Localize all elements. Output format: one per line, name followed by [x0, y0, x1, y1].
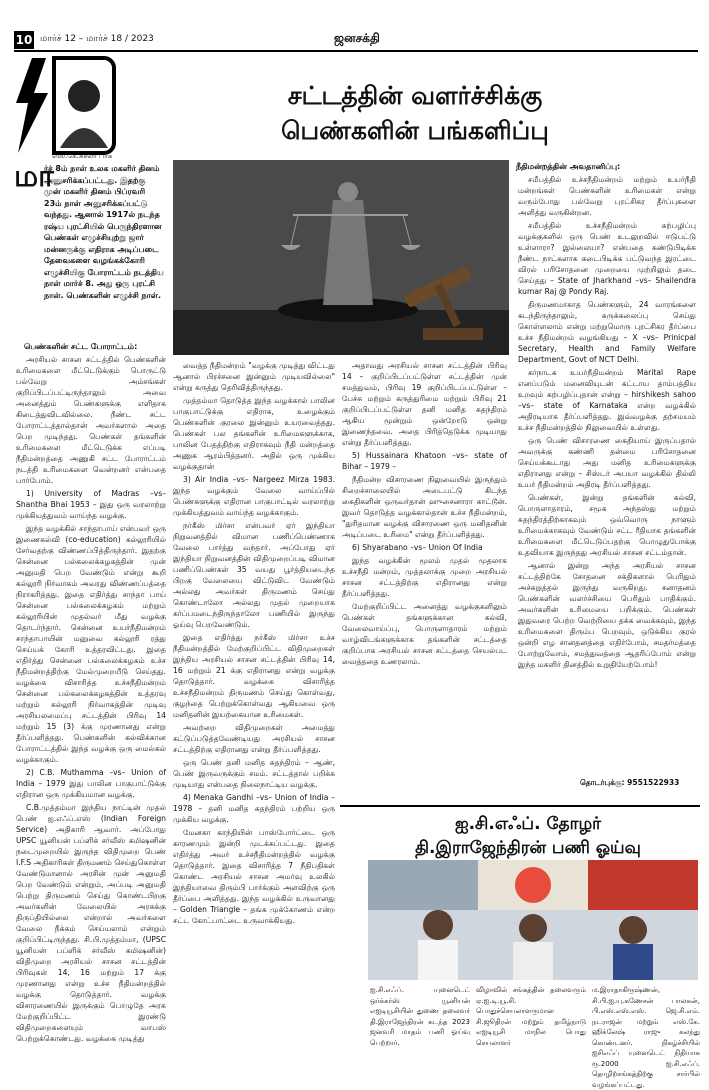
col3-paragraph: மேற்குறிப்பிட்ட அனைத்து வழக்குகளிலும் பெண்கள் தங்களுக்கான கல்வி, வேலைவாய்ப்பு, பொருளாதாரம் மற்றும் வாழ்விடங்களுக்காக தங்களின் சட்டத்தை குறிப்பாக அரசியல் சாசன சட்டத்தை செயல்பட வைத்ததை உணரலாம். [342, 602, 507, 666]
col4-paragraph: திருமணமாகாத பெண்களும், 24 வாரங்களை கடந்திருந்தாலும், கருக்கலைப்பு செய்து கொள்ளலாம் என்று மற்றுமொரு புரட்சிகர தீர்ப்பை உச்ச நீதிமன்றம் வழங்கியது – X –vs– Prinicpal Secretary, Health and Family Welfare Department, Govt of NCT Delhi. [518, 300, 696, 364]
col4-subhead: நீதிமன்றத்தின் அவதானிப்பு: [516, 162, 621, 171]
page-number: 10 [15, 33, 33, 47]
justice-statue-photo [173, 160, 509, 355]
col2-paragraph: 3) Air India –vs– Nargeez Mirza 1983. இந்த வழக்கும் வேலை வாய்ப்பில் பெண்களுக்கு எதிரான பாகுபாட்டில் வரலாற்று முக்கியத்துவம் வாய்ந்த வழக்காகும். [173, 475, 335, 517]
col4-paragraph: சமீபத்தில் உச்சநீதிமன்றம் கற்பழிப்பு வழக்குகளில் ஒரு பெண் உடலுறவில் ஈடுபட்டு உள்ளாரா? இல்லையா? என்பதை கண்டுபிடிக்க நீண்ட நாட்களாக கடைபிடிக்க பட்டுவந்த இரட்டை விரல் பரிசோதனை முறையை முற்றிலும் தடை செய்தது – State of Jharkhand –vs– Shailendra kumar Raj @ Pondy Raj. [518, 221, 696, 296]
col3-paragraph: 6) Shyarabano –vs– Union Of India [352, 543, 483, 552]
intro-text: ர்ச் 8ம் நாள் உலக மகளிர் தினம் அனுசரிக்கப்பட்டது. இதற்கு முன் மகளிர் தினம் பிப்ரவரி 23ம் நாள் அனுசரிக்கப்பட்டு வந்தது. ஆனால் 1917ல் நடந்த ரஷ்ய புரட்சியில் பெருந்திரளான பெண்கள் எழுச்சியுற்று ஜார் மன்னருக்கு எதிராக அடிப்படை தேவைகளை வழங்கக்கோரி எழுச்சியிகு போராட்டம் நடத்திய நாள் மார்ச் 8. அது ஒரு புரட்சி நாள். பெண்களின் எழுச்சி நாள். [44, 164, 164, 300]
article-column-4 [518, 174, 696, 776]
author-logo [14, 58, 114, 161]
col2-paragraph: முத்தம்மா தொடுத்த இந்த வழக்கால் பாலின பாகுபாட்டுக்கு எதிராக, உழைக்கும் பெண்களின் குரலை இன்னும் உயரவைத்தது. பெண்கள் பல தங்களின் உரிமைகளுக்காக, பாலின பேதத்திற்கு எதிராகவும் நீதி மன்றத்தை அணுக ஆரம்பித்தனர். அதில் ஒரு முக்கிய வழக்குதான் [173, 396, 335, 471]
headline-line2: பெண்களின் பங்களிப்பு [281, 116, 549, 145]
retirement-photo [368, 860, 698, 980]
page-header [14, 30, 698, 52]
col2-paragraph: ஒரு பெண் தனி மனித சுதந்திரம் – ஆண், பெண் இருவருக்கும் சமம். சட்டத்தால் பறிக்க முடியாது என்பதை நிலைநாட்டிய வழக்கு. [173, 758, 335, 789]
col2-paragraph: வைத்த நீதிமன்றம் "வழக்கு முடித்து விட்டது ஆனால் பிரச்சனை இன்னும் முடியவில்லை" என்று கருத்து தெரிவித்திருந்தது. [173, 361, 335, 392]
page-title [235, 78, 595, 148]
col4-paragraph: ஒரு பெண் விசாரணை கைதியாய் இருப்பதால் அவருக்கு கண்ணி தன்மை பரிசோதனை செய்யக்கூடாது அது மனித உரிமைகளுக்கு எதிரானது என்று – சிஸ்டர் அபயா வழக்கில் தில்லி உயர் நீதிமன்றம் அதிரடி தீர்ப்பளித்தது. [518, 436, 696, 489]
headline-line1: சட்டத்தின் வளர்ச்சிக்கு [287, 81, 543, 110]
col3-paragraph: 5) Hussainara Khatoon –vs– state of Bihar – 1979 – [342, 451, 507, 471]
col4-paragraph: சமீபத்தில் உச்சநீதிமன்றம் மற்றும் உயர்நீதி மன்றங்கள் பெண்களின் உரிமைகள் என்று வரும்போது பல்வேறு புரட்சிகர தீர்ப்புகளை அளித்து வருகின்றன. [518, 175, 696, 217]
retirement-title-line2: தி.இராஜேந்திரன் பணி ஓய்வு [415, 838, 641, 858]
col3-paragraph: நீதிமன்ற விசாரணை நிலுவையில் இருந்தும் சிறைச்சாலையில் அடைபட்டு கிடந்த கைதிகளின் ஒருவர்தான் ஹுசைனாரா காட்டூன். இவர் தொடுத்த வழக்கால்தான் உச்ச நீதிமன்றம், "துரிதமான வழக்கு விசாரணை ஒரு மனிதனின் அடிப்படை உரிமை" என்று தீர்ப்பளித்தது. [342, 475, 507, 539]
paper-name: ஜனசக்தி [334, 31, 380, 45]
retirement-title [355, 812, 701, 860]
drop-cap: மா [14, 159, 54, 194]
article-column-2 [173, 360, 335, 1044]
section-divider [340, 805, 700, 807]
col4-paragraph: பெண்கள், இன்று தங்களின் கல்வி, பொருளாதாரம், சமூக அந்தஸ்து மற்றும் சுதந்திரத்திற்காகவும் ஒவ்வொரு நாளும் உரிமைக்காகவும் வேண்டும் சட்ட ரீதியாக தங்களின் உரிமைகளை மீட்டெடுப்பதற்கு பொழுதுபோக்கு உதவியாக இருந்தது அரசியல் சாசன சட்டம்தான். [518, 493, 696, 557]
lightning-icon [16, 58, 48, 153]
col1-paragraph: C.B.முத்தம்மா இந்திய நாட்டின் முதல் பெண் ஐ.எஃப்.எஸ் (Indian Foreign Service) அதிகாரி ஆவார். அப்போது UPSC யூனியன் பப்ளிக் சர்வீஸ் கமிஷனின் நடைமுறையில் இருந்த விதிமுறை பெண் I.F.S அதிகாரிகள் திருமணம் செய்துகொள்ள வேண்டுமானால் அரசின் முன் அனுமதி பெற வேண்டும் என்றும், அப்படி அனுமதி பெற்று திருமணம் செய்து கொண்டபிறகு அவர்களின் வேலையில் அரசுக்கு திருப்தியில்லை என்றால் அவர்களை வேலை நீக்கம் செய்யலாம் என்றும் குறிப்பிட்டிருந்தது. சி.பி.முத்தம்மா, (UPSC யூனியன் பப்ளிக் சர்வீஸ் கமிஷனின்) விதிமுறை அரசியல் சாசன சட்டத்தின் பிரிவுகள் 14, 16 மற்றும் 17 க்கு முரணானது என்று உச்ச நீதிமன்றத்தில் வழக்கு தொடுத்தார். வழக்கு விசாரணையில் இருக்கும் பொழுதே அரசு மேற்குறிப்பிட்ட இரண்டு விதிமுறைகளையும் வாபஸ் பெற்றுக்கொண்டது. வழக்கை முடித்து [16, 803, 166, 1043]
col2-paragraph: மேனகா காந்தியின் பாஸ்போர்ட்டை ஒரு காரணமும் இன்றி முடக்கப்பட்டது. இதை எதிர்த்து அவர் உச்சநீதிமன்றத்தில் வழக்கு தொடுத்தார். இதை விசாரித்த 7 நீதிபதிகள் கொண்ட அரசியல் சாசன அமர்வு உலகில் இந்தியாவை திரும்பி பார்க்கும் அளவிற்கு ஒரு தீர்ப்பை அளித்தது. இந்த வழக்கில் உருவானது – Golden Triangle – தங்க முக்கோணம் என்ற சட்ட கோட்பாட்டை உருவாக்கியது. [173, 828, 335, 925]
col3-paragraph: அதாவது அரசியல் சாசன சட்டத்தின் பிரிவு 14 – குறிப்பிடப்பட்டுள்ள சட்டத்தின் முன் சமத்துவம், பிரிவு 19 குறிப்பிடப்பட்டுள்ள – பேச்சு மற்றும் கருத்துரிமை மற்றும் பிரிவு 21 குறிப்பிடப்பட்டுள்ள தனி மனித சுதந்திரம் ஆகிய மூன்றும் ஒன்றோடு ஒன்று இணைந்தவை. அதை பிரித்தெடுக்க முடியாது என்று தீர்ப்பளித்தது. [342, 361, 507, 447]
col1-paragraph: இந்த வழக்கில் சாந்தாபாய் என்பவர் ஒரு இணைகல்வி (co-education) கல்லூரியில் சேர்வதற்கு விண்ணப்பித்திருந்தார். இதற்கு சென்னை பல்கலைக்கழகத்தின் முன் அனுமதி பெற வேண்டும் என்று கூறி கல்லூரி நிர்வாகம் அவரது விண்ணப்பத்தை நிராகரித்தது. இதை எதிர்த்து சாந்தா பாய் சென்னை பல்கலைக்கழகம் மற்றும் கல்லூரியின் முதல்வர் மீது வழக்கு தொடர்ந்தார். சென்னை உயர்நீதிமன்றம் சாந்தாபாயின் மனுவை கல்லூரி ரத்து செய்யக் கோரி உத்தரவிட்டது. இதை எதிர்த்து சென்னை பல்கலைக்கழகம் உச்ச நீதிமன்றத்திற்கு மேல்முறையீடு செய்தது. வழக்கை விசாரித்த உச்சநீதிமன்றம் சென்னை பல்கலைக்கழகத்தின் உத்தரவு மற்றும் கல்லூரி நிர்வாகத்தின் முடிவு அரசியலமைப்பு சட்டத்தின் பிரிவு 14 மற்றும் 15 (3) க்கு முரணானது என்று தீர்ப்பளித்தது. பெண்களின் கல்விக்கான போராட்டத்தில் இந்த வழக்கு ஒரு மைல்கல் வழக்காகும். [16, 524, 166, 764]
col1-paragraph: 1) University of Madras –vs– Shantha Bhai 1953 – இது ஒரு வரலாற்று முக்கியத்துவம் வாய்ந்த வழக்கு. [16, 489, 166, 520]
col4-paragraph: கர்நாடக உயர்நீதிமன்றம் Marital Rape எனப்படும் மனைவியுடன் கட்டாய தாம்பத்திய உறவும் கற்பழிப்புதான் என்று – hirshikesh sahoo –vs– state of Karnataka என்ற வழக்கில் அதிரடியாக தீர்ப்பளித்தது. இவ்வழக்கு தற்சமயம் உச்ச நீதிமன்றத்தில் நிலுவையில் உள்ளது. [518, 368, 696, 432]
col4-paragraph: ஆனால் இன்று அந்த அரசியல் சாசன சட்டத்திற்கே சோதனை சக்திகளால் பெரிதும் அச்சுறுத்தல் இருந்து வருகிறது. சனாதனம் பெண்களின் வளர்ச்சியை பெரிதும் பாதிக்கும். அவர்களின் உரிமையை பறிக்கும். பெண்கள் இதுவரை பெற்ற வெற்றியை தக்க வைக்கவும், இந்த உரிமைகளை திரும்ப பெறவும், ஒடுக்கிய குரல் ஒன்றி எழ சானதனத்தை எதிர்போம், சமதர்மத்தை போற்றுவோம், சமத்துவத்தை ஆதரிப்போம் என்று இந்த மகளிர் தினத்தில் உறுதியேற்போம்! [518, 561, 696, 669]
col2-paragraph: 4) Menaka Gandhi –vs– Union of India – 1978 – தனி மனித சுதந்திரம் பற்றிய ஒரு முக்கிய வழக்கு. [173, 793, 335, 824]
col2-paragraph: நர்கீஸ் மிர்சா என்பவர் ஏர் இந்தியா நிறுவனத்தில் விமான பணிப்பெண்ணாக வேலை பார்த்து வந்தார். அப்போது ஏர் இந்தியா நிறுவனத்தின் விதிமுறைப்படி விமான பணிப்பெண்கள் 35 வயது பூர்த்தியடைந்த பிறகு வேலையை விட்டுவிட வேண்டும் அல்லது அவர்கள் திருமணம் செய்து கொண்டாலோ அல்லது முதல் முறையாக கர்ப்பமடைந்திருந்தாலோ பணியில் இருந்து ஓய்வு பெறவேண்டும். [173, 521, 335, 629]
col3-paragraph: இந்த வழக்கின் மூலம் முதல் முதலாக உச்சநீதி மன்றம், முத்தலாக்கு முறை அரசியல் சாசன சட்டத்திற்கு எதிரானது என்று தீர்ப்பளித்தது. [342, 556, 507, 598]
author-name: எஸ்.கே.சுசீலா பாசு [52, 152, 113, 160]
photo-caption-middle: விழாவில் சங்கத்தின் தலைவரும் ஏ.ஐ.டி.யூ.சி. பொதுச்செயலாளருமான சி.ஜூதிரன் மற்றும் தமிழ்நாடு எஐடியூசி மாநில பொது செயலாளர் [476, 986, 586, 1047]
article-column-3 [342, 360, 507, 800]
col2-paragraph: இதை எதிர்த்து நர்கீஸ் மிர்சா உச்ச நீதிமன்றத்தில் மேற்குறிப்பிட்ட விதிமுறைகள் இந்திய அரசியல் சாசன சட்டத்தின் பிரிவு 14, 16 மற்றும் 21 க்கு எதிரானது என்று வழக்கு தொடுத்தார். வழக்கை விசாரித்த உச்சநீதிமன்றம் திருமணம் செய்து கொள்வது, குழந்தை பெற்றுக்கொள்வது ஆகியவை ஒரு மனிதனின் இயற்கையான உரிமைகள். [173, 633, 335, 719]
contact-number: தொடர்புக்கு: 9551522933 [580, 778, 680, 787]
col2-paragraph: அவற்றை விதிமுறைகள் அமைத்து கட்டுப்படுத்தவேண்டியது அரசியல் சாசன சட்டத்திற்கு எதிரானது என்று தீர்ப்பளித்தது. [173, 723, 335, 754]
col1-paragraph: 2) C.B. Muthamma –vs– Union of India – 1979 இது பாலின பாகுபாட்டுக்கு எதிரான ஒரு முக்கியமான வழக்கு. [16, 768, 166, 799]
issue-date: மார்ச் 12 – மார்ச் 18 / 2023 [40, 34, 154, 44]
article-column-1 [16, 354, 166, 1044]
photo-caption-right: ம.இராதாகிருஷ்ணன், சி.பி.ஐ.யு.கணேசன் பாலகன், பி.எஸ்.எஸ்.எஸ். ஜெ.சி.எம். நடராஜன் மற்றும் எஸ்.கே. ஹிக்லேஷ் ராஜு கலந்து கொண்டனர். நிகழ்ச்சியில் ஐசிஎஃப் யுனைடெட் நிதியாக ரூ.2000 ஐ.சி.எஃப். தொழிற்சங்கத்திற்கு சார்பில் வழங்கப்பட்டது. [592, 986, 700, 1089]
col1-subhead: பெண்களின் சட்ட போராட்டம்: [24, 342, 138, 351]
retirement-title-line1: ஐ.சி.எஃப். தோழர் [454, 814, 602, 834]
photo-caption-left: ஐ.சி.எஃப். யுனைடெட் ஒர்க்கர்ஸ் யூனியன் எஐடியூசியின் துணை தலைவர் தி.இராஜேந்திரன் கடந்த 2023 ஜனவரி மாதம் பணி ஓய்வு பெற்றார். [370, 986, 470, 1047]
col1-paragraph: அரசியல் சாசன சட்டத்தில் பெண்களின் உரிமைகளை மீட்டெடுக்கும் பொருட்டு பல்வேறு அம்சங்கள் குறிப்பிடப்பட்டிருந்தாலும் அவை அனைத்தும் பெண்களுக்கு எளிதாக கிடைத்துவிடவில்லை. நீண்ட சட்ட போராட்டத்தால்தான் அவர்களால் அதை பெற முடிந்தது. பெண்கள் தங்களின் உரிமைகளை மீட்டெடுக்க எப்படி நீதிமன்றத்தை அணுகி சட்ட போராட்டம் நடத்தி உரிமைகளை வென்றனர் என்பதை பார்போம். [16, 355, 166, 485]
